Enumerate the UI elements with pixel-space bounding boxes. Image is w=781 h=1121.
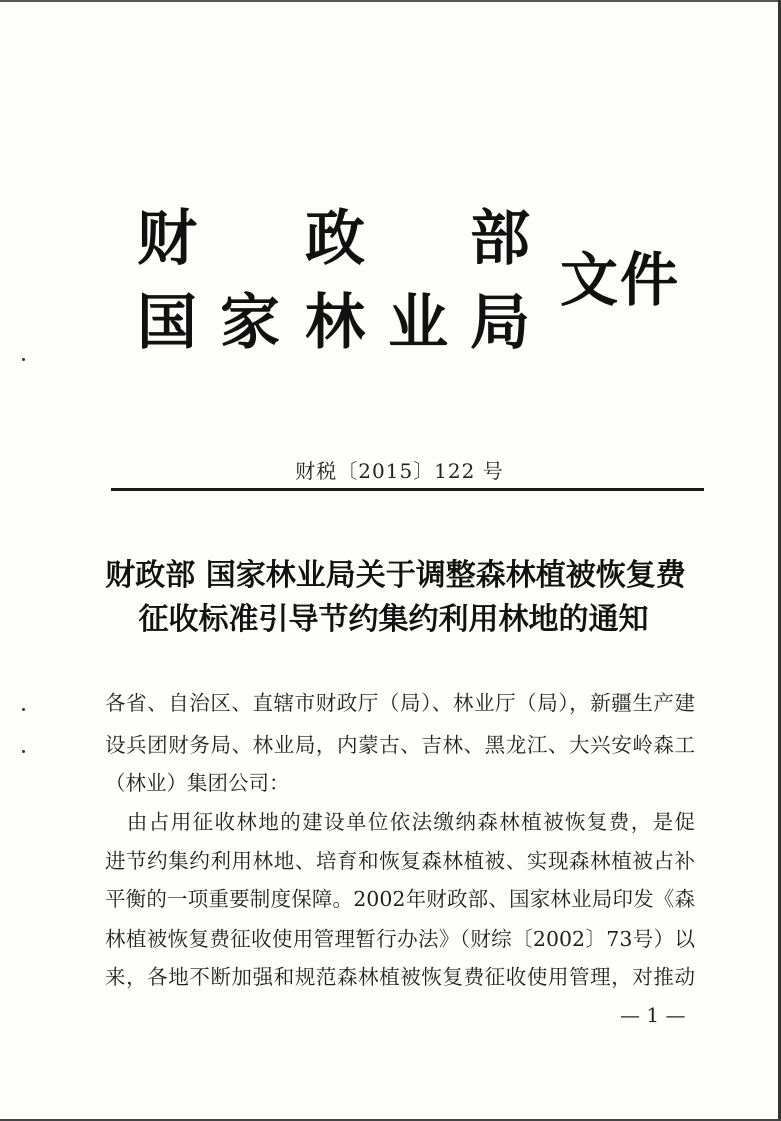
org2-char: 局: [470, 288, 530, 358]
scan-edge-top: [0, 0, 781, 2]
body-line: 林植被恢复费征收使用管理暂行办法》（财综〔2002〕73号）以: [105, 927, 695, 951]
org2-char: 家: [220, 288, 280, 358]
document-title-line2: 征收标准引导节约集约利用林地的通知: [138, 602, 649, 637]
document-title-line1: 财政部 国家林业局关于调整森林植被恢复费: [105, 558, 686, 593]
body-line: 设兵团财务局、林业局，内蒙古、吉林、黑龙江、大兴安岭森工: [105, 733, 695, 757]
header-divider: [111, 488, 704, 491]
scan-speck: [22, 358, 25, 361]
org2-char: 林: [305, 288, 365, 358]
body-line: （林业）集团公司：: [105, 771, 290, 795]
scan-speck: [22, 708, 25, 711]
org1-char: 政: [305, 204, 365, 274]
org1-char: 财: [137, 204, 197, 274]
org1-char: 部: [470, 204, 530, 274]
body-line: 进节约集约利用林地、培育和恢复森林植被、实现森林植被占补: [105, 849, 695, 873]
page-number: — 1 —: [620, 1003, 686, 1027]
org2-char: 业: [388, 288, 448, 358]
body-line: 来，各地不断加强和规范森林植被恢复费征收使用管理，对推动: [105, 965, 695, 989]
document-number: 财税〔2015〕122 号: [295, 459, 504, 483]
body-line: 各省、自治区、直辖市财政厅（局）、林业厅（局），新疆生产建: [105, 691, 695, 715]
scan-speck: [22, 750, 25, 753]
document-word: 文件: [560, 246, 681, 314]
body-line: 平衡的一项重要制度保障。2002年财政部、国家林业局印发《森: [105, 887, 695, 911]
org2-char: 国: [137, 288, 197, 358]
body-line: 由占用征收林地的建设单位依法缴纳森林植被恢复费，是促: [105, 810, 695, 834]
